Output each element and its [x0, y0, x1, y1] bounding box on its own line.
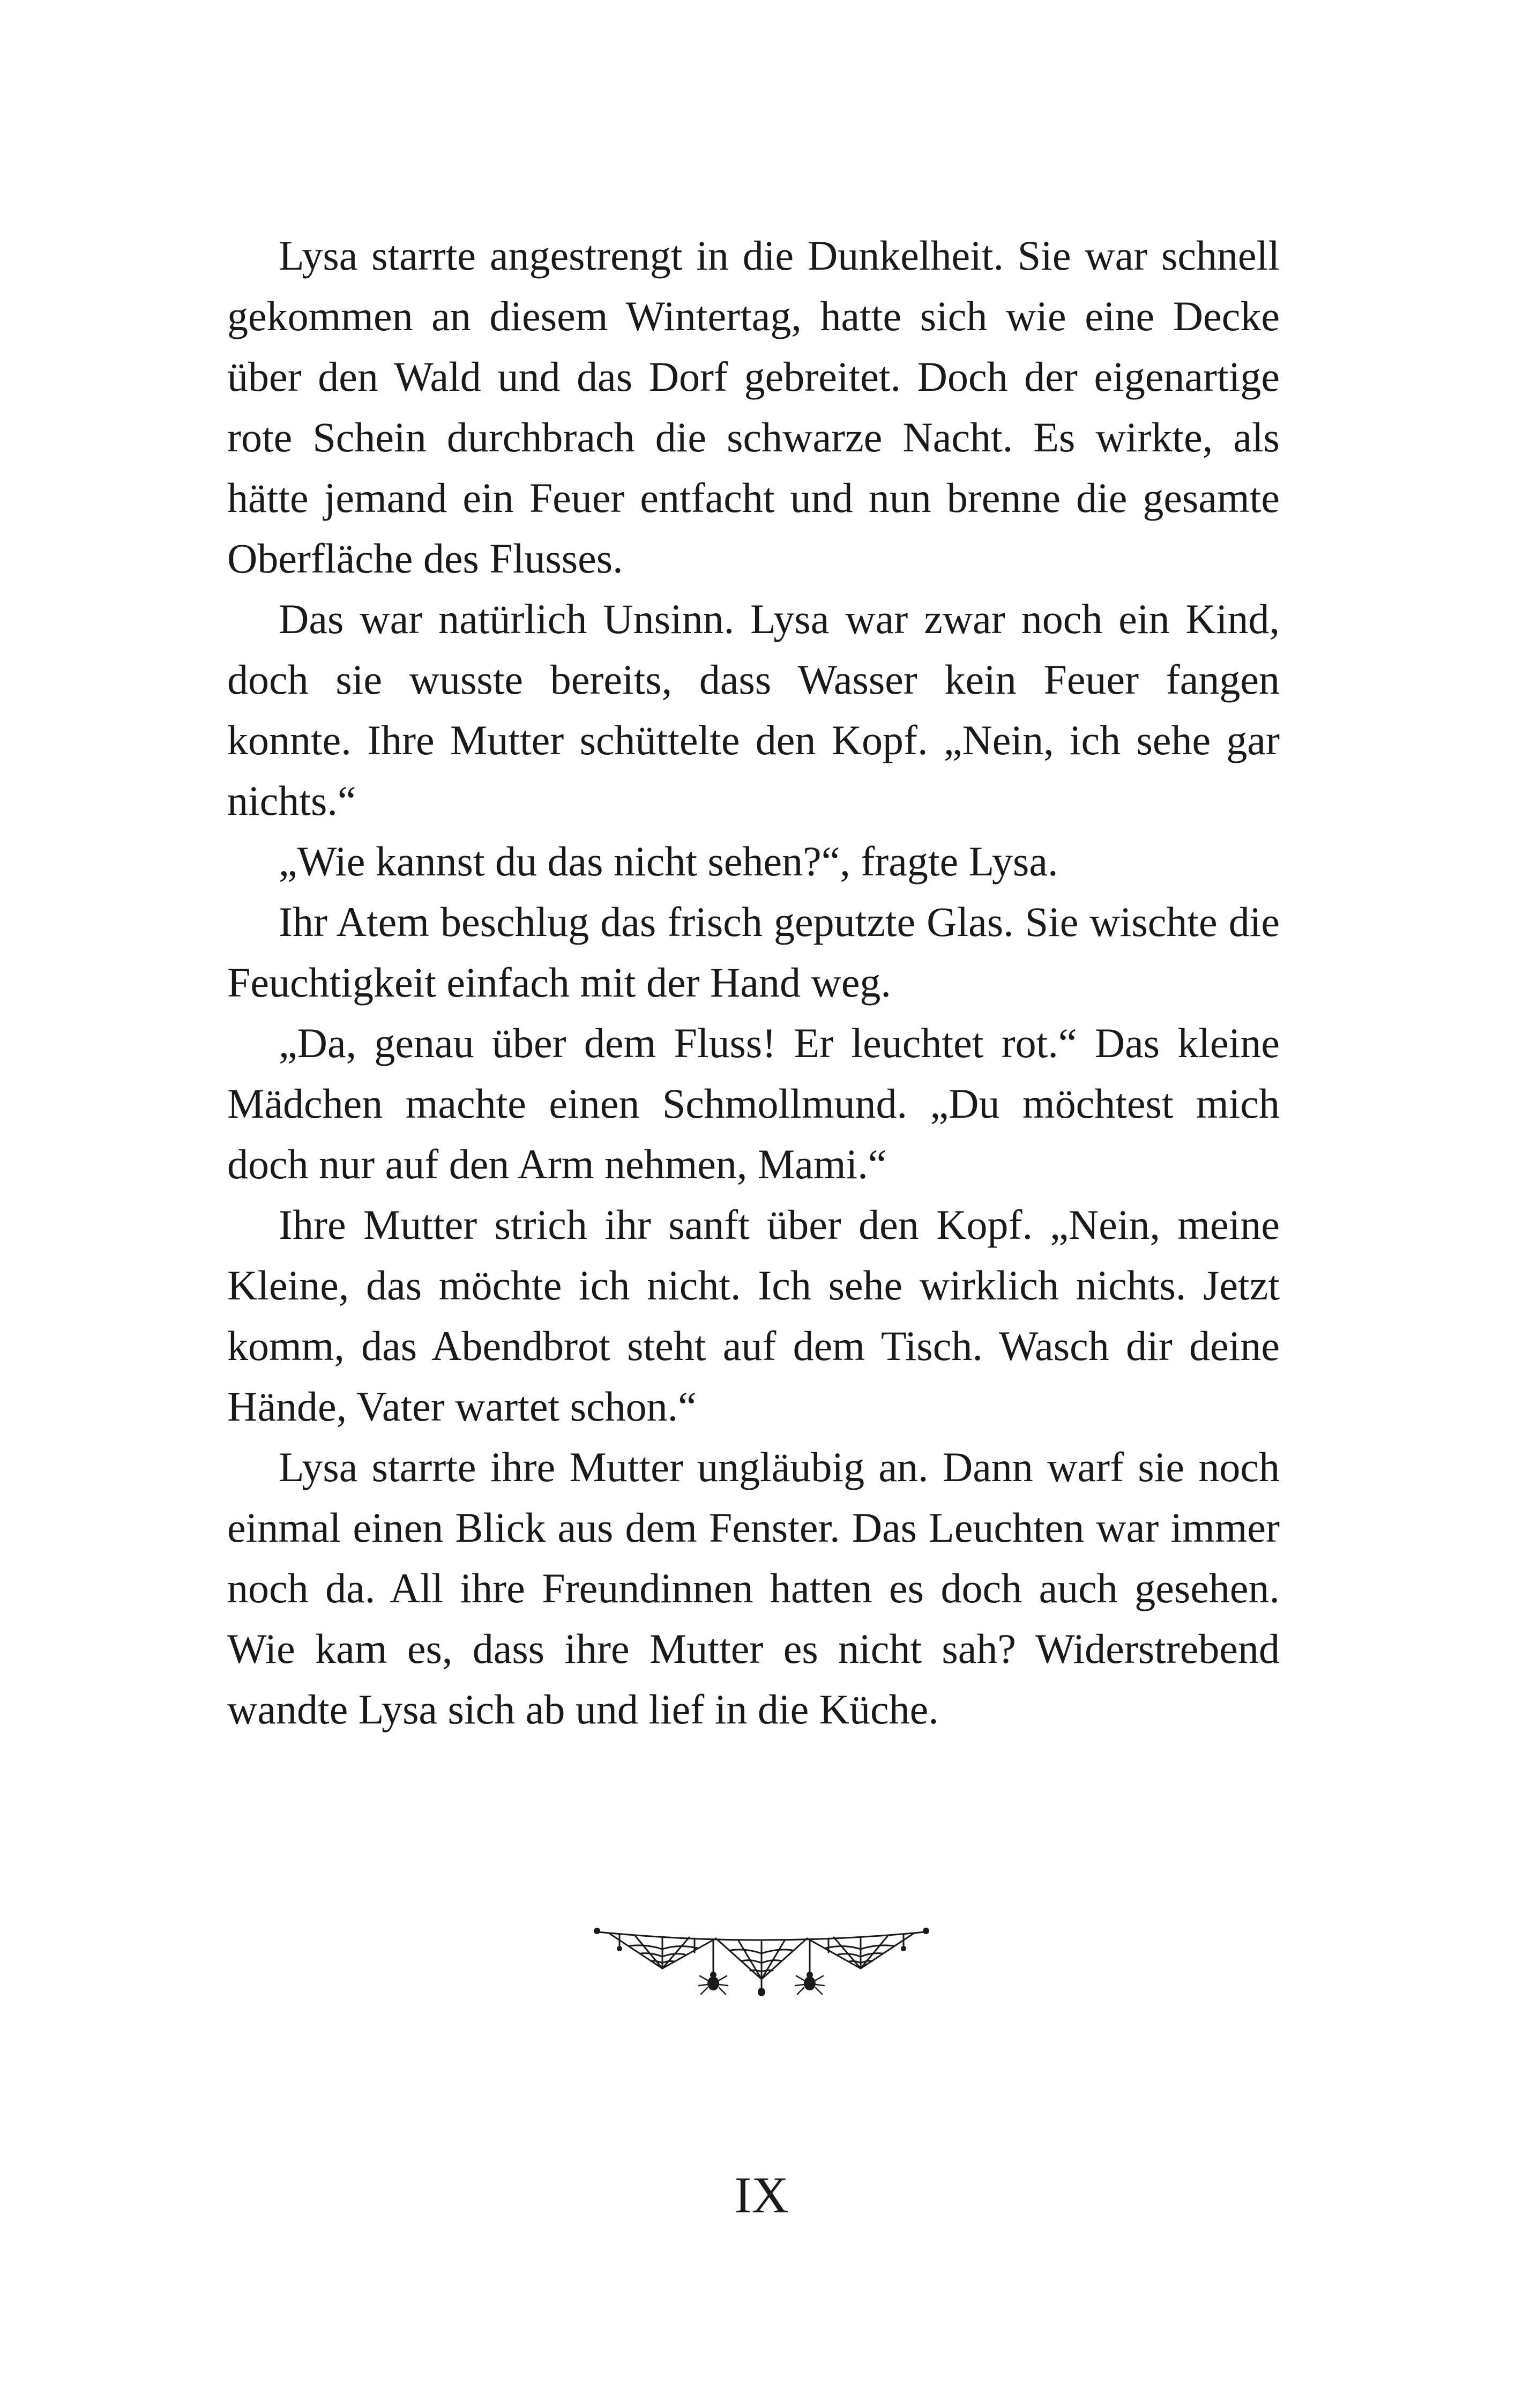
paragraph-2: Das war natürlich Unsinn. Lysa war zwar noch ein Kind, doch sie wusste bereits, dass Wasser kein Feuer fangen konnte. Ihre Mutter schüttelte den Kopf. „Nein, ich sehe gar nichts.“	[227, 596, 1280, 824]
paragraph-4: Ihr Atem beschlug das frisch geputzte Glas. Sie wischte die Feuchtigkeit einfach mit der Hand weg.	[227, 898, 1280, 1006]
paragraph-6: Ihre Mutter strich ihr sanft über den Kopf. „Nein, meine Kleine, das möchte ich nicht. Ich sehe wirklich nichts. Jetzt komm, das Abendbrot steht auf dem Tisch. Wasch dir deine Hände, Vater wartet schon.“	[227, 1201, 1280, 1430]
spiderweb-garland-icon	[587, 1920, 936, 2001]
paragraph-1: Lysa starrte angestrengt in die Dunkelheit. Sie war schnell gekommen an diesem Wintertag, hatte sich wie eine Decke über den Wald und das Dorf gebreitet. Doch der eigenartige rote Schein durchbrach die schwarze Nacht. Es wirkte, als hätte jemand ein Feuer entfacht und nun brenne die gesamte Oberfläche des Flusses.	[227, 232, 1280, 582]
paragraph-3: „Wie kannst du das nicht sehen?“, fragte Lysa.	[279, 838, 1058, 885]
page-number: IX	[734, 2166, 789, 2224]
paragraph-5: „Da, genau über dem Fluss! Er leuchtet rot.“ Das kleine Mädchen machte einen Schmollmund. „Du möchtest mich doch nur auf den Arm nehmen, Mami.“	[227, 1020, 1280, 1187]
body-text	[227, 225, 1280, 1740]
paragraph-7: Lysa starrte ihre Mutter ungläubig an. Dann warf sie noch einmal einen Blick aus dem Fenster. Das Leuchten war immer noch da. All ihre Freundinnen hatten es doch auch gesehen. Wie kam es, dass ihre Mutter es nicht sah? Widerstrebend wandte Lysa sich ab und lief in die Küche.	[227, 1444, 1280, 1733]
